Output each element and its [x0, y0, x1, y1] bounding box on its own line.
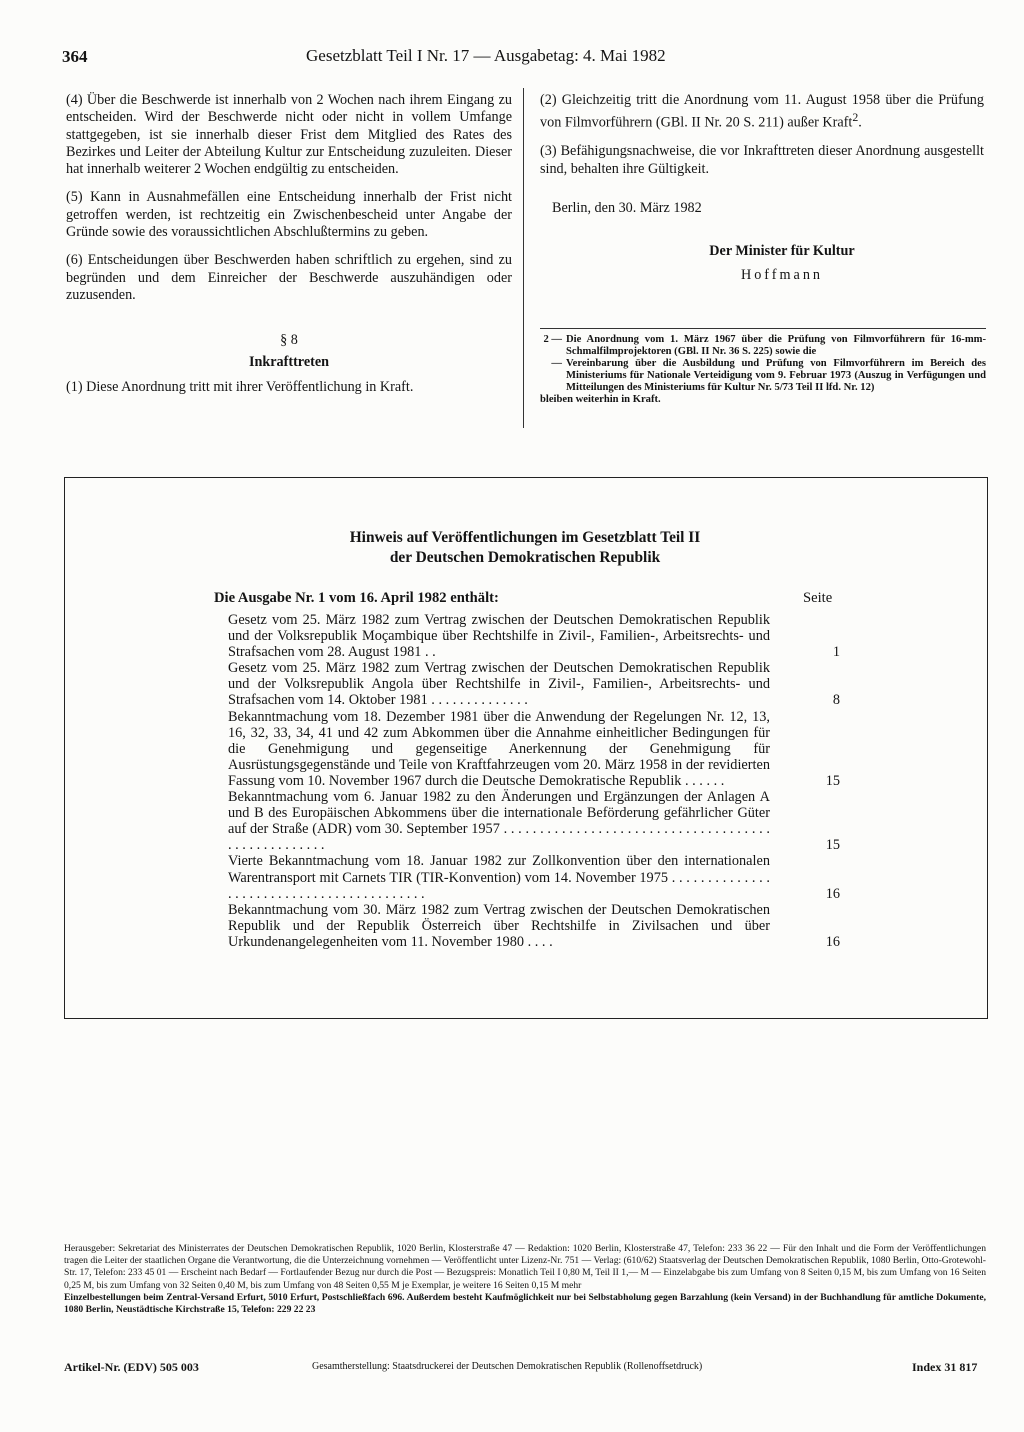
- minister-name: Hoffmann: [740, 266, 824, 283]
- printer-info: Gesamtherstellung: Staatsdruckerei der Deutschen Demokratischen Republik (Rollenoffsetdruck): [312, 1361, 703, 1372]
- notice-title-line: Hinweis auf Veröffentlichungen im Gesetzblatt Teil II: [349, 529, 701, 546]
- footnote-item: [540, 358, 986, 394]
- right-column: [540, 92, 984, 284]
- footnote-item: [540, 334, 986, 358]
- footnote-rule: [540, 328, 986, 329]
- paragraph-8-1: (1) Diese Anordnung tritt mit ihrer Veröffentlichung in Kraft.: [66, 378, 414, 395]
- notice-title-line: der Deutschen Demokratischen Republik: [389, 549, 661, 566]
- paragraph-5: (5) Kann in Ausnahmefällen eine Entscheidung innerhalb der Frist nicht getroffen werden, ist rechtzeitig ein Zwischenbescheid unter Angabe der Gründe sowie des voraussichtlichen Abschlußtermins zu geben.: [66, 189, 512, 241]
- minister-title: Der Minister für Kultur: [709, 243, 855, 260]
- footnote-dash: —: [551, 358, 562, 369]
- list-item: [228, 789, 840, 853]
- entry-text: Bekanntmachung vom 6. Januar 1982 zu den Änderungen und Ergänzungen der Anlagen A und B des Europäischen Abkommens über die internationale Beförderung gefährlicher Güter auf der Straße (ADR) vom 30. September 1957 . . . . . . . . . . . . . . . . . . . . . . . . . . . . . . . . . . . . . . . . . . . . . . . . . . .: [228, 789, 770, 854]
- paragraph-6: (6) Entscheidungen über Beschwerden haben schriftlich zu ergehen, sind zu begründen und dem Einreicher der Beschwerde auszuhändigen oder zuzusenden.: [66, 252, 512, 303]
- entry-text: Gesetz vom 25. März 1982 zum Vertrag zwischen der Deutschen Demokratischen Republik und der Volksrepublik Moçambique über Rechtshilfe in Zivil-, Familien-, Arbeitsrechts- und Strafsachen vom 28. August 1981 . .: [228, 612, 770, 661]
- footnote-text: Die Anordnung vom 1. März 1967 über die Prüfung von Filmvorführern für 16-mm-Schmalfilmprojektoren (GBl. II Nr. 36 S. 225) sowie die: [566, 334, 986, 357]
- page-column-heading: Seite: [803, 590, 833, 606]
- entry-text: Bekanntmachung vom 18. Dezember 1981 über die Anwendung der Regelungen Nr. 12, 13, 16, 32, 33, 34, 41 und 42 zum Abkommen über die Annahme einheitlicher Bedingungen für die Genehmigung und gegenseitige Anerkennung der Genehmigung für Ausrüstungsgegenstände und Teile von Kraftfahrzeugen vom 20. März 1958 in der revidierten Fassung vom 10. November 1967 durch die Deutsche Demokratische Republik . . . . . .: [228, 708, 770, 789]
- footnote-ref: 2: [852, 110, 859, 125]
- paragraph-2: [540, 92, 984, 132]
- order-info: Einzelbestellungen beim Zentral-Versand Erfurt, 5010 Erfurt, Postschließfach 696. Außerdem besteht Kaufmöglichkeit nur bei Selbstabholung gegen Barzahlung (kein Versand) in der Buchhandlung für amtliche Dokumente, 1080 Berlin, Neustädtische Kirchstraße 15, Telefon: 229 22 23: [64, 1291, 986, 1316]
- paragraph-3: (3) Befähigungsnachweise, die vor Inkrafttreten dieser Anordnung ausgestellt sind, behalten ihre Gültigkeit.: [540, 143, 984, 177]
- issue-heading: Die Ausgabe Nr. 1 vom 16. April 1982 enthält:: [214, 590, 499, 606]
- list-item: [228, 853, 840, 901]
- index-number: Index 31 817: [912, 1360, 978, 1374]
- entry-page: 8: [832, 692, 840, 709]
- paragraph-4: (4) Über die Beschwerde ist innerhalb von 2 Wochen nach ihrem Eingang zu entscheiden. Wird der Beschwerde nicht oder nicht in vollem Umfange stattgegeben, ist sie innerhalb dieser Frist dem Mitglied des Rates des Bezirkes und Leiter der Abteilung Kultur zur Entscheidung zuzuleiten. Dieser hat innerhalb weiterer 2 Wochen endgültig zu entscheiden.: [66, 92, 512, 178]
- footnote-number: 2 —: [543, 334, 562, 345]
- entry-page: 15: [825, 837, 840, 854]
- footnotes: [540, 334, 986, 406]
- entry-page: 16: [825, 885, 840, 902]
- running-header: Gesetzblatt Teil I Nr. 17 — Ausgabetag: 4. Mai 1982: [306, 46, 666, 65]
- column-divider: [523, 88, 524, 428]
- list-item: [228, 709, 840, 789]
- notice-title: [64, 528, 986, 568]
- left-column: [66, 92, 512, 407]
- imprint: [64, 1243, 986, 1316]
- entry-page: 15: [825, 772, 840, 789]
- section-title: Inkrafttreten: [248, 353, 330, 370]
- article-number: Artikel-Nr. (EDV) 505 003: [64, 1360, 199, 1374]
- paragraph-2-text: (2) Gleichzeitig tritt die Anordnung vom 11. August 1958 über die Prüfung von Filmvorführern (GBl. II Nr. 20 S. 211) außer Kraft: [540, 92, 984, 132]
- entry-page: 1: [832, 644, 840, 661]
- imprint-text: Herausgeber: Sekretariat des Ministerrates der Deutschen Demokratischen Republik, 1020 Berlin, Klosterstraße 47 — Redaktion: 1020 Berlin, Klosterstraße 47, Telefon: 233 36 22 — Für den Inhalt und die Form der Veröffentlichungen tragen die Leiter der staatlichen Organe die Verantwortung, die die Unterzeichnung vornehmen — Veröffentlicht unter Lizenz-Nr. 751 — Verlag: (610/62) Staatsverlag der Deutschen Demokratischen Republik, 1080 Berlin, Otto-Grotewohl-Str. 17, Telefon: 233 45 01 — Erscheint nach Bedarf — Fortlaufender Bezug nur durch die Post — Bezugspreis: Monatlich Teil I 0,80 M, Teil II 1,— M — Einzelabgabe bis zum Umfang von 8 Seiten 0,15 M, bis zum Umfang von 16 Seiten 0,25 M, bis zum Umfang von 32 Seiten 0,40 M, bis zum Umfang von 48 Seiten 0,55 M je Exemplar, je weitere 16 Seiten 0,15 M mehr: [64, 1243, 986, 1291]
- notice-list: [228, 612, 840, 950]
- footnote-text: Vereinbarung über die Ausbildung und Prüfung von Filmvorführern im Bereich des Ministeriums für Nationale Verteidigung vom 9. Februar 1973 (Auszug in Verfügungen und Mitteilungen des Ministeriums für Kultur Nr. 5/73 Teil II lfd. Nr. 12): [566, 358, 986, 393]
- paragraph-2-end: .: [858, 115, 862, 132]
- section-number: § 8: [280, 332, 298, 349]
- entry-page: 16: [825, 933, 840, 950]
- page-number: 364: [62, 47, 88, 66]
- footnote-tail: bleiben weiterhin in Kraft.: [540, 394, 661, 405]
- list-item: [228, 660, 840, 708]
- entry-text: Gesetz vom 25. März 1982 zum Vertrag zwischen der Deutschen Demokratischen Republik und der Volksrepublik Angola über Rechtshilfe in Zivil-, Familien-, Arbeitsrechts- und Strafsachen vom 14. Oktober 1981 . . . . . . . . . . . . . .: [228, 660, 770, 709]
- list-item: [228, 612, 840, 660]
- entry-text: Vierte Bekanntmachung vom 18. Januar 1982 zur Zollkonvention über den internationalen Warentransport mit Carnets TIR (TIR-Konvention) vom 14. November 1975 . . . . . . . . . . . . . . . . . . . . . . . . . . . . . . . . . . . . . . . . . .: [228, 853, 770, 902]
- place-date: Berlin, den 30. März 1982: [552, 199, 702, 216]
- list-item: [228, 902, 840, 950]
- entry-text: Bekanntmachung vom 30. März 1982 zum Vertrag zwischen der Deutschen Demokratischen Republik und der Republik Österreich über Rechtshilfe in Zivilsachen und über Urkundenangelegenheiten vom 11. November 1980 . . . .: [228, 901, 770, 950]
